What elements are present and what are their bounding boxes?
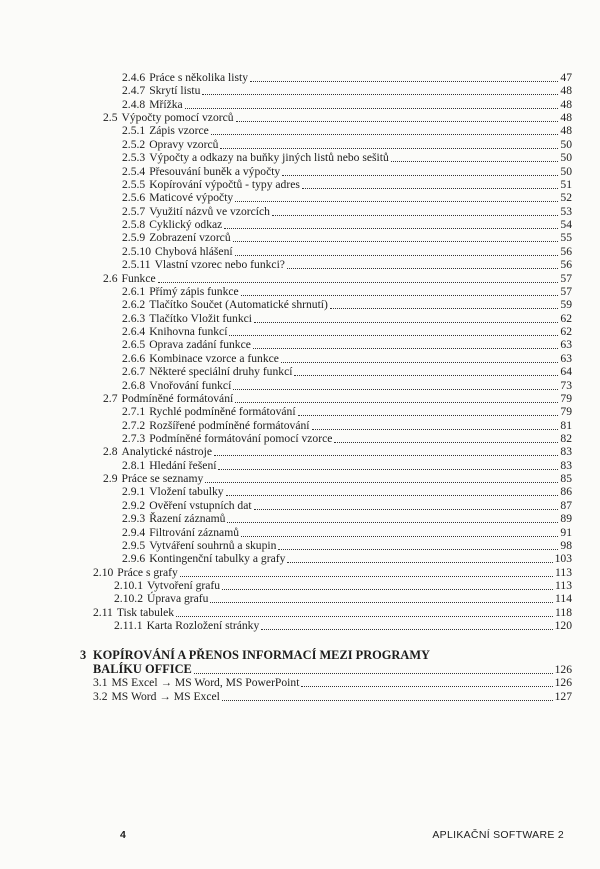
toc-subsection-entry xyxy=(122,432,572,445)
toc-entry-number: 2.4.6 xyxy=(122,71,146,84)
toc-entry-number: 2.9.1 xyxy=(122,485,146,498)
toc-section-entry xyxy=(93,566,572,579)
toc-subsection-entry xyxy=(122,499,572,512)
toc-subsection-entry xyxy=(122,419,572,432)
chapter-title-line-2: BALÍKU OFFICE xyxy=(93,662,192,676)
toc-entry-number: 2.7.1 xyxy=(122,405,146,418)
toc-entry-title: Chybová hlášení xyxy=(154,245,233,258)
toc-subsection-entry xyxy=(122,365,572,378)
toc-entry-title: Tlačítko Vložit funkci xyxy=(149,312,253,325)
toc-section-entry xyxy=(93,676,572,689)
chapter-title-row xyxy=(93,663,572,676)
dot-leader xyxy=(253,348,559,349)
toc-subsection-entry xyxy=(122,245,572,258)
toc-entry-page: 62 xyxy=(560,325,572,338)
toc-subsection-entry xyxy=(114,592,572,605)
dot-leader xyxy=(272,215,558,216)
toc-subsection-entry xyxy=(122,98,572,111)
toc-entry-number: 2.9 xyxy=(103,472,118,485)
toc-entry-page: 113 xyxy=(555,566,572,579)
dot-leader xyxy=(176,616,553,617)
toc-entry-number: 2.7 xyxy=(103,392,118,405)
toc-subsection-entry xyxy=(122,285,572,298)
toc-entry-page: 57 xyxy=(560,285,572,298)
dot-leader xyxy=(229,335,558,336)
toc-entry-page: 126 xyxy=(554,676,572,689)
toc-entry-title: Kombinace vzorce a funkce xyxy=(149,352,279,365)
toc-entry-page: 47 xyxy=(560,71,572,84)
toc-entry-number: 3.2 xyxy=(93,690,108,703)
toc-entry-number: 2.7.3 xyxy=(122,432,146,445)
toc-entry-number: 2.5.8 xyxy=(122,218,146,231)
toc-subsection-entry xyxy=(122,258,572,271)
chapter-number: 3 xyxy=(80,648,87,662)
toc-entry-number: 2.9.3 xyxy=(122,512,146,525)
toc-entry-title: Tisk tabulek xyxy=(116,606,175,619)
toc-entry-number: 2.5.3 xyxy=(122,151,146,164)
toc-entry-page: 85 xyxy=(560,472,572,485)
dot-leader xyxy=(281,362,559,363)
toc-entry-page: 57 xyxy=(560,272,572,285)
toc-subsection-entry xyxy=(122,352,572,365)
toc-entry-title: Vytvoření grafu xyxy=(146,579,221,592)
toc-entry-page: 120 xyxy=(554,619,572,632)
dot-leader xyxy=(298,415,559,416)
toc-entry-number: 2.9.2 xyxy=(122,499,146,512)
toc-subsection-entry xyxy=(122,165,572,178)
toc-entry-number: 2.7.2 xyxy=(122,419,146,432)
dot-leader xyxy=(261,629,552,630)
toc-entry-title: Zobrazení vzorců xyxy=(149,231,231,244)
toc-entry-number: 2.5.7 xyxy=(122,205,146,218)
toc-entry-page: 86 xyxy=(560,485,572,498)
toc-subsection-entry xyxy=(114,619,572,632)
toc-entry-number: 2.6 xyxy=(103,272,118,285)
toc-entry-title: Přesouvání buněk a výpočty xyxy=(149,165,281,178)
dot-leader xyxy=(235,402,558,403)
toc-entry-page: 54 xyxy=(560,218,572,231)
dot-leader xyxy=(287,268,558,269)
toc-entry-number: 2.6.3 xyxy=(122,312,146,325)
toc-entry-number: 2.5.2 xyxy=(122,138,146,151)
dot-leader xyxy=(301,686,552,687)
dot-leader xyxy=(241,536,558,537)
dot-leader xyxy=(254,509,559,510)
toc-entry-page: 56 xyxy=(560,245,572,258)
toc-entry-page: 83 xyxy=(560,459,572,472)
toc-entry-number: 2.10.1 xyxy=(114,579,143,592)
toc-entry-title: Skrytí listu xyxy=(149,84,201,97)
toc-entry-page: 82 xyxy=(560,432,572,445)
toc-entry-title: Mřížka xyxy=(149,98,183,111)
toc-entry-number: 2.11 xyxy=(93,606,113,619)
dot-leader xyxy=(222,700,553,701)
toc-entry-page: 50 xyxy=(560,138,572,151)
toc-entry-number: 2.6.7 xyxy=(122,365,146,378)
dot-leader xyxy=(330,308,559,309)
toc-entry-page: 50 xyxy=(560,151,572,164)
toc-entry-number: 2.4.8 xyxy=(122,98,146,111)
dot-leader xyxy=(220,148,558,149)
dot-leader xyxy=(254,322,558,323)
dot-leader xyxy=(250,81,558,82)
toc-entry-title: Filtrování záznamů xyxy=(149,526,240,539)
toc-entry-page: 114 xyxy=(555,592,572,605)
toc-entry-page: 118 xyxy=(555,606,572,619)
toc-section-entry xyxy=(103,111,572,124)
toc-entry-title: Podmíněné formátování pomocí vzorce xyxy=(149,432,333,445)
toc-entry-number: 2.9.6 xyxy=(122,552,146,565)
toc-entry-title: Podmíněné formátování xyxy=(121,392,234,405)
toc-entry-page: 113 xyxy=(555,579,572,592)
toc-entry-number: 2.5.5 xyxy=(122,178,146,191)
dot-leader xyxy=(226,495,559,496)
dot-leader xyxy=(185,108,559,109)
toc-entry-title: Tlačítko Součet (Automatické shrnutí) xyxy=(149,298,328,311)
dot-leader xyxy=(222,589,553,590)
toc-entry-page: 55 xyxy=(560,231,572,244)
dot-leader xyxy=(302,188,559,189)
toc-entry-title: Oprava zadání funkce xyxy=(149,338,251,351)
toc-entry-number: 3.1 xyxy=(93,676,108,689)
toc-entry-number: 2.8 xyxy=(103,445,118,458)
toc-entry-number: 2.5.6 xyxy=(122,191,146,204)
dot-leader xyxy=(236,121,559,122)
toc-entry-number: 2.5.10 xyxy=(122,245,151,258)
toc-entry-page: 48 xyxy=(560,84,572,97)
toc-entry-page: 48 xyxy=(560,111,572,124)
toc-subsection-entry xyxy=(122,124,572,137)
toc-subsection-entry xyxy=(122,552,572,565)
toc-entry-title: Karta Rozložení stránky xyxy=(146,619,260,632)
toc-entry-page: 73 xyxy=(560,379,572,392)
toc-entry-title: Využití názvů ve vzorcích xyxy=(149,205,270,218)
toc-entry-title: Některé speciální druhy funkcí xyxy=(149,365,293,378)
dot-leader xyxy=(235,201,558,202)
toc-entry-title: Práce s grafy xyxy=(117,566,178,579)
toc-entry-title: Ověření vstupních dat xyxy=(149,499,252,512)
toc-entry-page: 59 xyxy=(560,298,572,311)
toc-entry-title: Výpočty a odkazy na buňky jiných listů nebo sešitů xyxy=(149,151,389,164)
toc-entry-page: 62 xyxy=(560,312,572,325)
toc-subsection-entry xyxy=(122,151,572,164)
toc-subsection-entry xyxy=(122,178,572,191)
toc-entry-title: Analytické nástroje xyxy=(121,445,212,458)
toc-entry-number: 2.6.2 xyxy=(122,298,146,311)
toc-entry-title: Práce se seznamy xyxy=(121,472,204,485)
toc-entry-number: 2.6.1 xyxy=(122,285,146,298)
toc-subsection-entry xyxy=(122,526,572,539)
toc-entry-page: 51 xyxy=(560,178,572,191)
toc-entry-page: 50 xyxy=(560,165,572,178)
toc-entry-title: Maticové výpočty xyxy=(149,191,234,204)
toc-entry-page: 52 xyxy=(560,191,572,204)
toc-entry-page: 63 xyxy=(560,352,572,365)
toc-section-entry xyxy=(103,445,572,458)
dot-leader xyxy=(214,455,558,456)
toc-subsection-entry xyxy=(122,191,572,204)
toc-entry-page: 79 xyxy=(560,405,572,418)
toc-entry-page: 87 xyxy=(560,499,572,512)
toc-entry-title: Opravy vzorců xyxy=(149,138,219,151)
toc-entry-number: 2.9.5 xyxy=(122,539,146,552)
toc-entry-title: Přímý zápis funkce xyxy=(149,285,239,298)
toc-entry-title: Vytváření souhrnů a skupin xyxy=(149,539,277,552)
dot-leader xyxy=(241,295,559,296)
toc-entry-page: 103 xyxy=(554,552,572,565)
toc-subsection-entry xyxy=(122,485,572,498)
toc-entry-number: 2.5.9 xyxy=(122,231,146,244)
dot-leader xyxy=(202,94,558,95)
toc-entry-title: Zápis vzorce xyxy=(149,124,209,137)
toc-entry-page: 98 xyxy=(560,539,572,552)
toc-entry-number: 2.10 xyxy=(93,566,114,579)
toc-entry-title: Výpočty pomocí vzorců xyxy=(121,111,234,124)
toc-entry-title: Rychlé podmíněné formátování xyxy=(149,405,296,418)
toc-entry-number: 2.11.1 xyxy=(114,619,143,632)
dot-leader xyxy=(227,522,558,523)
toc-entry-page: 89 xyxy=(560,512,572,525)
chapter-page: 126 xyxy=(554,663,572,676)
toc-entry-number: 2.5.11 xyxy=(122,258,151,271)
toc-section-entry xyxy=(93,690,572,703)
toc-entry-title: Vnořování funkcí xyxy=(149,379,232,392)
toc-entry-title: Kopírování výpočtů - typy adres xyxy=(149,178,300,191)
toc-subsection-entry xyxy=(122,338,572,351)
toc-entry-title: Rozšířené podmíněné formátování xyxy=(149,419,310,432)
toc-entry-page: 64 xyxy=(560,365,572,378)
toc-entry-number: 2.5.4 xyxy=(122,165,146,178)
toc-entry-title: Práce s několika listy xyxy=(149,71,249,84)
toc-subsection-entry xyxy=(122,205,572,218)
toc-entry-title: Vlastní vzorec nebo funkci? xyxy=(154,258,285,271)
toc-entry-number: 2.9.4 xyxy=(122,526,146,539)
toc-entry-number: 2.6.5 xyxy=(122,338,146,351)
toc-entry-title: MS Word → MS Excel xyxy=(111,690,220,703)
toc-entry-number: 2.6.4 xyxy=(122,325,146,338)
toc-entry-number: 2.5 xyxy=(103,111,118,124)
toc-subsection-entry xyxy=(114,579,572,592)
toc-entry-title: Úprava grafu xyxy=(146,592,209,605)
toc-entry-page: 79 xyxy=(560,392,572,405)
toc-entry-page: 53 xyxy=(560,205,572,218)
toc-subsection-entry xyxy=(122,231,572,244)
dot-leader xyxy=(180,576,553,577)
toc-entry-title: Funkce xyxy=(121,272,156,285)
toc-entry-page: 81 xyxy=(560,419,572,432)
toc-subsection-entry xyxy=(122,84,572,97)
dot-leader xyxy=(218,469,558,470)
dot-leader xyxy=(282,175,558,176)
dot-leader xyxy=(194,673,553,674)
dot-leader xyxy=(158,282,559,283)
toc-entry-page: 127 xyxy=(554,690,572,703)
toc-entry-title: Knihovna funkcí xyxy=(149,325,228,338)
toc-subsection-entry xyxy=(122,405,572,418)
dot-leader xyxy=(278,549,558,550)
toc-entry-title: Řazení záznamů xyxy=(149,512,226,525)
toc-entry-title: Cyklický odkaz xyxy=(149,218,223,231)
toc-subsection-entry xyxy=(122,325,572,338)
dot-leader xyxy=(287,562,552,563)
toc-subsection-entry xyxy=(122,459,572,472)
toc-entry-page: 56 xyxy=(560,258,572,271)
toc-entry-number: 2.10.2 xyxy=(114,592,143,605)
book-title: APLIKAČNÍ SOFTWARE 2 xyxy=(432,829,564,841)
dot-leader xyxy=(312,429,559,430)
dot-leader xyxy=(205,482,558,483)
toc-entry-title: Hledání řešení xyxy=(149,459,217,472)
toc-subsection-entry xyxy=(122,138,572,151)
dot-leader xyxy=(210,602,553,603)
dot-leader xyxy=(233,389,558,390)
dot-leader xyxy=(391,161,559,162)
toc-entry-title: Vložení tabulky xyxy=(149,485,224,498)
toc-section-entry xyxy=(103,392,572,405)
toc-entry-page: 91 xyxy=(560,526,572,539)
toc-subsection-entry xyxy=(122,512,572,525)
toc-entry-page: 83 xyxy=(560,445,572,458)
toc-entry-title: MS Excel → MS Word, MS PowerPoint xyxy=(111,676,300,689)
toc-entry-number: 2.6.6 xyxy=(122,352,146,365)
page-number: 4 xyxy=(120,829,126,841)
toc-entry-number: 2.5.1 xyxy=(122,124,146,137)
chapter-title-line-1: KOPÍROVÁNÍ A PŘENOS INFORMACÍ MEZI PROGRAMY xyxy=(93,648,430,662)
toc-entry-page: 48 xyxy=(560,98,572,111)
dot-leader xyxy=(334,442,558,443)
toc-subsection-entry xyxy=(122,218,572,231)
dot-leader xyxy=(233,241,559,242)
toc-subsection-entry xyxy=(122,298,572,311)
toc-entry-number: 2.4.7 xyxy=(122,84,146,97)
dot-leader xyxy=(224,228,558,229)
toc-section-entry xyxy=(93,606,572,619)
toc-subsection-entry xyxy=(122,539,572,552)
toc-section-entry xyxy=(103,472,572,485)
toc-subsection-entry xyxy=(122,71,572,84)
toc-subsection-entry xyxy=(122,312,572,325)
toc-entry-title: Kontingenční tabulky a grafy xyxy=(149,552,286,565)
dot-leader xyxy=(235,255,559,256)
toc-entry-number: 2.6.8 xyxy=(122,379,146,392)
toc-subsection-entry xyxy=(122,379,572,392)
dot-leader xyxy=(294,375,558,376)
toc-entry-number: 2.8.1 xyxy=(122,459,146,472)
toc-entry-page: 48 xyxy=(560,124,572,137)
toc-entry-page: 63 xyxy=(560,338,572,351)
dot-leader xyxy=(211,134,559,135)
toc-section-entry xyxy=(103,272,572,285)
